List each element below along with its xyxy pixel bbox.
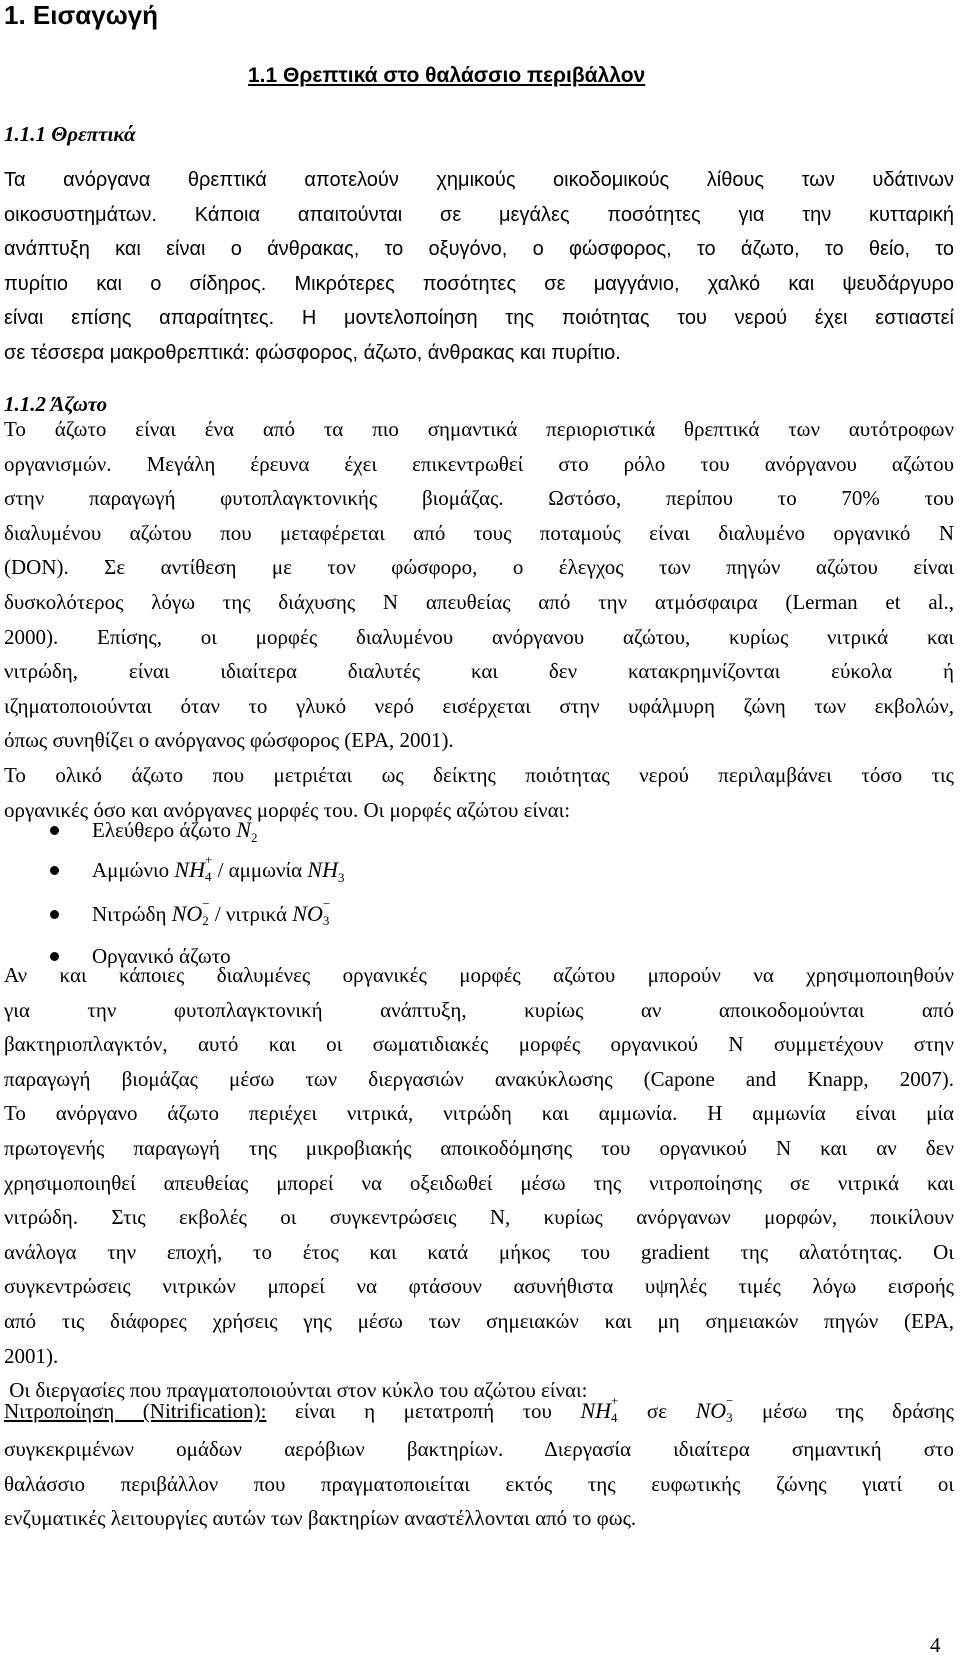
text-line: (DON). Σε αντίθεση με τον φώσφορο, ο έλεγχος των πηγών αζώτου είναι <box>4 555 954 580</box>
text-line: θαλάσσιο περιβάλλον που πραγματοποιείται εκτός της ευφωτικής ζώνης γιατί οι <box>4 1471 954 1496</box>
text-line: νιτρώδη. Στις εκβολές οι συγκεντρώσεις N, κυρίως ανόργανων μορφών, ποικίλουν <box>4 1205 954 1230</box>
text-line: Αν και κάποιες διαλυμένες οργανικές μορφές αζώτου μπορούν να χρησιμοποιηθούν <box>4 963 954 987</box>
sup-sub <box>611 1393 619 1426</box>
text-line: οικοσυστημάτων. Κάποια απαιτούνται σε μεγάλες ποσότητες για την κυτταρική <box>4 203 954 226</box>
sup-sub <box>202 896 210 929</box>
paragraph-organic-nitrogen <box>4 958 954 1408</box>
text-line: διαλυμένου αζώτου που μεταφέρεται από τους ποταμούς είναι διαλυμένο οργανικό N <box>4 520 954 545</box>
subsection-title-nitrogen: 1.1.2 Άζωτο <box>4 392 108 416</box>
list-item <box>0 896 950 934</box>
text-line: πυρίτιο και ο σίδηρος. Μικρότερες ποσότητες σε μαγγάνιο, χαλκό και ψευδάργυρο <box>4 272 954 295</box>
formula: NO <box>171 901 203 926</box>
formula: NO <box>292 901 323 926</box>
formula: N <box>236 817 251 842</box>
text-line <box>4 1390 954 1432</box>
superscript: − <box>726 1393 734 1408</box>
text-line: νιτρώδη, είναι ιδιαίτερα διαλυτές και δεν κατακρημνίζονται εύκολα ή <box>4 659 954 684</box>
bullet-icon <box>50 866 59 875</box>
text-line: βακτηριοπλαγκτόν, αυτό και οι σωματιδιακές μορφές οργανικού N συμμετέχουν στην <box>4 1032 954 1057</box>
label: Αμμώνιο <box>92 858 175 882</box>
formula: NH <box>580 1398 612 1423</box>
text: είναι η μετατροπή του <box>266 1399 581 1423</box>
text-line: Οι διεργασίες που πραγματοποιούνται στον κύκλο του αζώτου είναι: <box>4 1378 588 1403</box>
text-line: παραγωγή βιομάζας μέσω των διεργασιών ανακύκλωσης (Capone and Knapp, 2007). <box>4 1066 954 1091</box>
subscript: 3 <box>337 870 345 885</box>
text-line: πρωτογενής παραγωγή της μικροβιακής αποικοδόμησης του οργανικού N και αν δεν <box>4 1135 954 1160</box>
text: μέσω της δράσης <box>733 1399 954 1423</box>
bullet-icon <box>50 910 59 919</box>
text-line: οργανισμών. Μεγάλη έρευνα έχει επικεντρωθεί στο ρόλο του ανόργανου αζώτου <box>4 451 954 476</box>
bullet-icon <box>50 826 59 835</box>
subscript: 2 <box>250 830 258 845</box>
term-nitrification: Νιτροποίηση (Nitrification): <box>4 1399 267 1423</box>
sup-sub <box>204 852 213 885</box>
paragraph-nutrients <box>4 163 954 371</box>
text-line: 2000). Επίσης, οι μορφές διαλυμένου ανόργανου αζώτου, κυρίως νιτρικά και <box>4 624 954 649</box>
list-item <box>0 852 950 890</box>
chapter-title: 1. Εισαγωγή <box>4 0 159 30</box>
formula: NH <box>174 857 205 882</box>
text-line: από τις διάφορες χρήσεις γης μέσω των σημειακών και μη σημειακών πηγών (EPA, <box>4 1308 954 1333</box>
text-line: χρησιμοποιηθεί απευθείας μπορεί να οξειδωθεί μέσω της νιτροποίησης σε νιτρικά και <box>4 1170 954 1195</box>
superscript: + <box>611 1393 619 1408</box>
label: Ελεύθερο άζωτο <box>92 818 237 842</box>
text-line: στην παραγωγή φυτοπλαγκτονικής βιομάζας. Ωστόσο, περίπου το 70% του <box>4 486 954 511</box>
list-item-text <box>92 812 257 856</box>
formula: NH <box>307 857 338 882</box>
label: Νιτρώδη <box>92 902 172 926</box>
page-number: 4 <box>930 1633 941 1657</box>
text-line: δυσκολότερος λόγω της διάχυσης N απευθείας από την ατμόσφαιρα (Lerman et al., <box>4 589 954 614</box>
subscript: 3 <box>322 913 330 928</box>
list-item-text <box>92 852 344 896</box>
superscript: − <box>202 896 210 911</box>
text-line: 2001). <box>4 1343 59 1368</box>
subscript: 4 <box>204 869 212 884</box>
text-line: ανάπτυξη και είναι ο άνθρακας, το οξυγόνο, ο φώσφορος, το άζωτο, το θείο, το <box>4 238 954 261</box>
section-title: 1.1 Θρεπτικά στο θαλάσσιο περιβάλλον <box>248 64 646 87</box>
text-line: σε τέσσερα μακροθρεπτικά: φώσφορος, άζωτο, άνθρακας και πυρίτιο. <box>4 341 621 364</box>
formula: NO <box>695 1398 727 1423</box>
text-line: Το ανόργανο άζωτο περιέχει νιτρικά, νιτρώδη και αμμωνία. Η αμμωνία είναι μία <box>4 1101 954 1126</box>
text-line: Το άζωτο είναι ένα από τα πιο σημαντικά περιοριστικά θρεπτικά των αυτότροφων <box>4 417 954 441</box>
list-item <box>0 812 950 848</box>
text-line: ενζυματικές λειτουργίες αυτών των βακτηρίων αναστέλλονται από το φως. <box>4 1506 637 1531</box>
subsection-title-nutrients: 1.1.1 Θρεπτικά <box>4 122 136 146</box>
text-line: Το ολικό άζωτο που μετριέται ως δείκτης ποιότητας νερού περιλαμβάνει τόσο τις <box>4 762 954 787</box>
sup-sub <box>726 1393 734 1426</box>
text: σε <box>618 1399 696 1423</box>
text-line: οργανικές όσο και ανόργανες μορφές του. Οι μορφές αζώτου είναι: <box>4 797 571 822</box>
label: / νιτρικά <box>209 902 293 926</box>
text-line: ιζηματοποιούνται όταν το γλυκό νερό εισέρχεται στην υφάλμυρη ζώνη των εκβολών, <box>4 693 954 718</box>
label: / αμμωνία <box>212 858 308 882</box>
subscript: 4 <box>611 1410 618 1425</box>
list-item-text: Οργανικό άζωτο <box>92 944 231 968</box>
text-line: συγκεντρώσεις νιτρικών μπορεί να φτάσουν ασυνήθιστα υψηλές τιμές λόγω εισροής <box>4 1274 954 1299</box>
text-line: συγκεκριμένων ομάδων αερόβιων βακτηρίων. Διεργασία ιδιαίτερα σημαντική στο <box>4 1437 954 1461</box>
text-line: ανάλογα την εποχή, το έτος και κατά μήκος του gradient της αλατότητας. Οι <box>4 1239 954 1264</box>
nitrogen-forms-list <box>0 812 950 974</box>
paragraph-nitrogen <box>4 412 954 827</box>
text-line: είναι επίσης απαραίτητες. Η μοντελοποίηση της ποιότητας του νερού έχει εστιαστεί <box>4 307 954 330</box>
subscript: 2 <box>202 913 209 928</box>
text-line: όπως συνηθίζει ο ανόργανος φώσφορος (EPA, 2001). <box>4 728 454 753</box>
sup-sub <box>322 896 331 929</box>
subscript: 3 <box>726 1410 733 1425</box>
paragraph-nitrification <box>4 1390 954 1536</box>
text-line: Τα ανόργανα θρεπτικά αποτελούν χημικούς οικοδομικούς λίθους των υδάτινων <box>4 169 954 191</box>
text-line: για την φυτοπλαγκτονική ανάπτυξη, κυρίως αν αποικοδομούνται από <box>4 997 954 1022</box>
list-item-text <box>92 896 330 932</box>
superscript: + <box>204 852 213 867</box>
superscript: − <box>322 896 331 911</box>
